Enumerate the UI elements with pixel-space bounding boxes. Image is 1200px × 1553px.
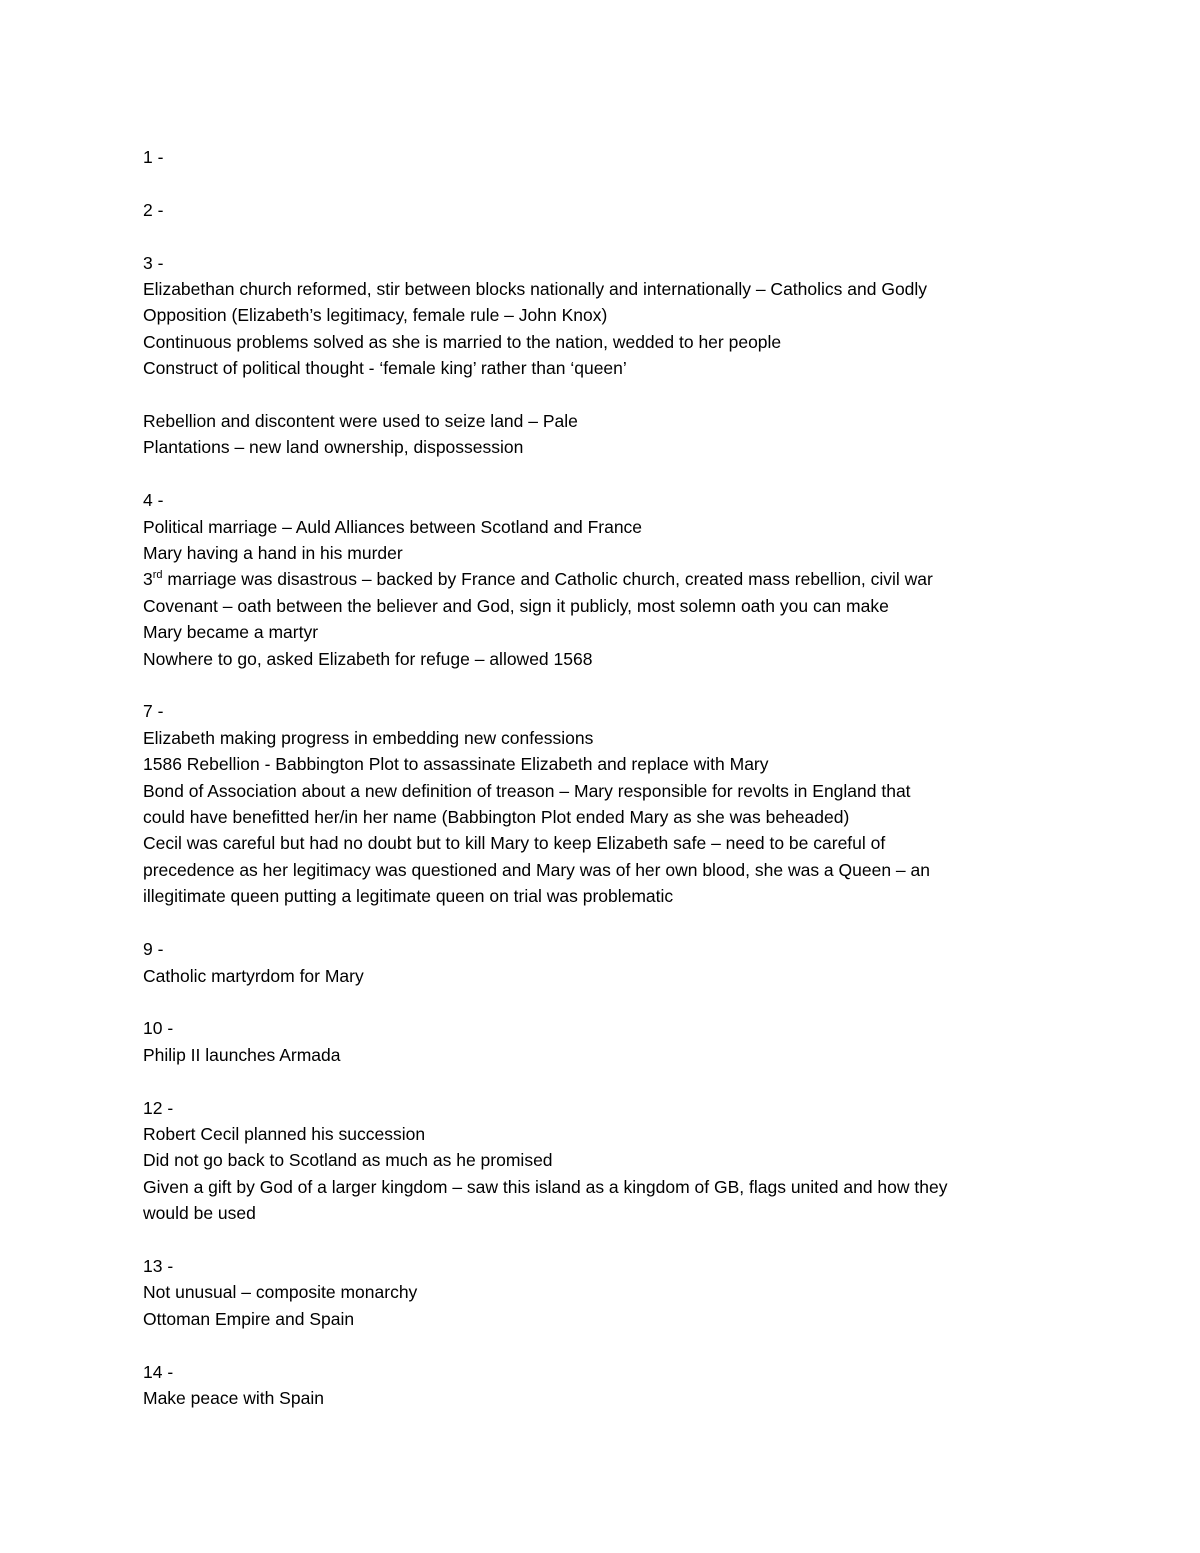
section-heading: 9 - [143, 939, 164, 960]
section-9 [143, 936, 1063, 989]
section-heading: 12 - [143, 1097, 174, 1118]
note-line: Rebellion and discontent were used to seize land – Pale [143, 411, 578, 432]
note-line: Philip II launches Armada [143, 1044, 341, 1065]
section-heading: 4 - [143, 490, 164, 511]
note-line: Not unusual – composite monarchy [143, 1282, 418, 1303]
section-heading: 1 - [143, 147, 164, 167]
note-line: illegitimate queen putting a legitimate queen on trial was problematic [143, 886, 674, 907]
note-line: Bond of Association about a new definition of treason – Mary responsible for revolts in England that [143, 780, 911, 801]
section-heading: 13 - [143, 1255, 174, 1276]
section-13 [143, 1253, 1063, 1332]
section-heading: 3 - [143, 252, 164, 273]
note-line: Construct of political thought - ‘female king’ rather than ‘queen’ [143, 358, 627, 379]
note-line: Given a gift by God of a larger kingdom – saw this island as a kingdom of GB, flags united and how they [143, 1176, 948, 1197]
section-10 [143, 1015, 1063, 1068]
note-line: precedence as her legitimacy was questioned and Mary was of her own blood, she was a Queen – an [143, 859, 930, 880]
note-line: Make peace with Spain [143, 1387, 324, 1408]
note-line: Did not go back to Scotland as much as he promised [143, 1150, 553, 1171]
section-heading: 7 - [143, 701, 164, 722]
note-line: would be used [143, 1203, 256, 1224]
ordinal-number: 3 [143, 569, 153, 590]
section-7 [143, 698, 1063, 909]
section-12 [143, 1095, 1063, 1227]
section-3 [143, 250, 1063, 382]
note-line-text: marriage was disastrous – backed by France and Catholic church, created mass rebellion, civil war [167, 569, 933, 590]
note-line: Plantations – new land ownership, dispossession [143, 437, 524, 458]
section-heading: 2 - [143, 199, 164, 220]
note-line: Elizabethan church reformed, stir between blocks nationally and internationally – Catholics and Godly [143, 279, 928, 299]
section-3-continued [143, 408, 1063, 461]
section-4 [143, 487, 1063, 672]
note-line: 1586 Rebellion - Babbington Plot to assassinate Elizabeth and replace with Mary [143, 754, 769, 775]
document-page [143, 144, 1063, 1438]
note-line: Ottoman Empire and Spain [143, 1308, 355, 1329]
note-line: Covenant – oath between the believer and God, sign it publicly, most solemn oath you can make [143, 595, 889, 616]
note-line: Cecil was careful but had no doubt but to kill Mary to keep Elizabeth safe – need to be careful of [143, 833, 886, 854]
note-line: Opposition (Elizabeth’s legitimacy, female rule – John Knox) [143, 305, 608, 326]
note-line: could have benefitted her/in her name (Babbington Plot ended Mary as she was beheaded) [143, 807, 850, 828]
note-line: Continuous problems solved as she is married to the nation, wedded to her people [143, 331, 782, 352]
ordinal-suffix: rd [152, 569, 163, 582]
note-line: Political marriage – Auld Alliances between Scotland and France [143, 516, 643, 537]
section-heading: 10 - [143, 1018, 174, 1039]
section-heading: 14 - [143, 1361, 174, 1382]
section-1 [143, 144, 1063, 170]
note-line: Catholic martyrdom for Mary [143, 965, 364, 986]
note-line: Nowhere to go, asked Elizabeth for refuge – allowed 1568 [143, 648, 593, 669]
section-14 [143, 1359, 1063, 1412]
note-line: Robert Cecil planned his succession [143, 1123, 426, 1144]
note-line: Mary having a hand in his murder [143, 543, 403, 564]
note-line-ordinal [143, 566, 1063, 592]
note-line: Elizabeth making progress in embedding new confessions [143, 727, 594, 748]
section-2 [143, 197, 1063, 223]
note-line: Mary became a martyr [143, 622, 319, 643]
